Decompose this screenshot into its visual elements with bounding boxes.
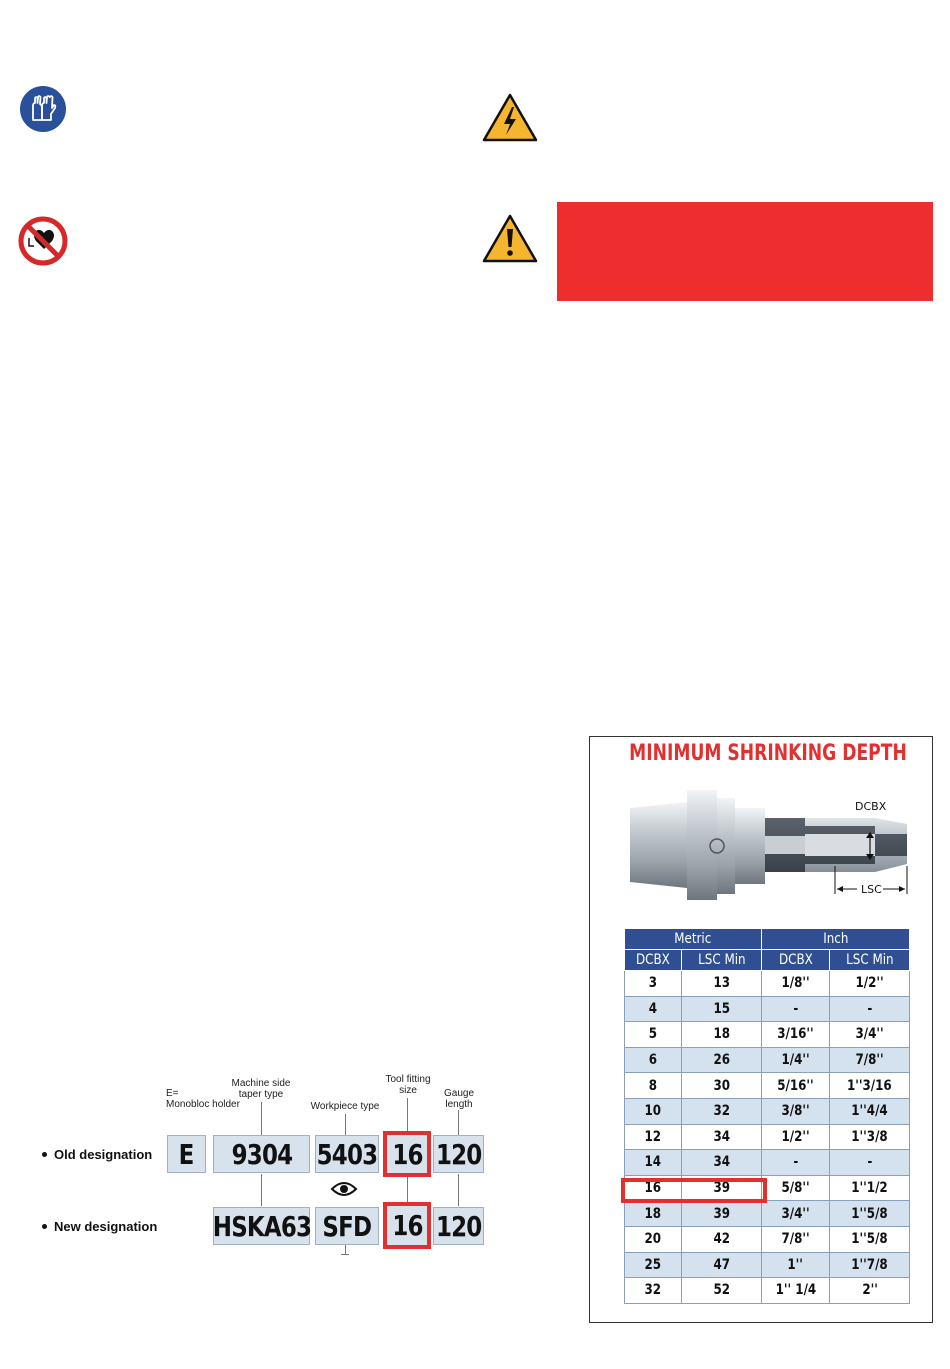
table-row: 10 32 3/8'' 1''4/4 (625, 1098, 910, 1124)
wear-gloves-icon (20, 86, 66, 132)
old-code-box: 120 (433, 1135, 484, 1173)
column-header: DCBX (625, 950, 682, 971)
table-row: 25 47 1'' 1''7/8 (625, 1252, 910, 1278)
old-code-box-highlighted: 16 (385, 1133, 429, 1175)
tool-holder-illustration (625, 786, 915, 901)
column-header: LSC Min (830, 950, 910, 971)
no-pacemaker-icon (18, 216, 68, 266)
column-header: DCBX (761, 950, 829, 971)
warning-banner (557, 202, 933, 301)
old-code-box: 9304 (213, 1135, 310, 1173)
designation-diagram (0, 1070, 560, 1270)
old-designation-label: Old designation (42, 1147, 152, 1162)
highlight-row-outline (621, 1178, 767, 1203)
group-header-inch: Inch (761, 929, 909, 950)
table-row: 6 26 1/4'' 7/8'' (625, 1047, 910, 1073)
table-row: 14 34 - - (625, 1150, 910, 1176)
old-code-box: 5403 (315, 1135, 379, 1173)
label-workpiece: Workpiece type (310, 1101, 380, 1112)
panel-title: MINIMUM SHRINKING DEPTH (629, 741, 907, 766)
table-row: 18 39 3/4'' 1''5/8 (625, 1201, 910, 1227)
old-code-box: E (167, 1135, 206, 1173)
label-machine-side: Machine side taper type (231, 1078, 291, 1100)
label-tool-fitting: Tool fitting size (385, 1074, 431, 1096)
new-code-box: SFD (315, 1207, 379, 1245)
label-e-monobloc: E= Monobloc holder (166, 1088, 240, 1110)
new-code-box: 120 (433, 1207, 484, 1245)
general-warning-icon (482, 214, 538, 264)
table-row: 4 15 - - (625, 996, 910, 1022)
label-gauge: Gauge length (443, 1088, 475, 1110)
table-row: 32 52 1'' 1/4 2'' (625, 1278, 910, 1304)
lsc-label: LSC (861, 883, 882, 896)
table-row: 8 30 5/16'' 1''3/16 (625, 1073, 910, 1099)
new-designation-label: New designation (42, 1219, 157, 1234)
shrinking-depth-table (624, 928, 910, 1304)
new-code-box-highlighted: 16 (385, 1204, 429, 1247)
eye-icon (330, 1180, 358, 1198)
table-row: 12 34 1/2'' 1''3/8 (625, 1124, 910, 1150)
column-header: LSC Min (682, 950, 762, 971)
table-row: 5 18 3/16'' 3/4'' (625, 1022, 910, 1048)
new-code-box: HSKA63 (213, 1207, 310, 1245)
table-row: 3 13 1/8'' 1/2'' (625, 971, 910, 997)
group-header-metric: Metric (625, 929, 762, 950)
dcbx-label: DCBX (855, 800, 887, 813)
electric-hazard-icon (482, 93, 538, 143)
table-row: 20 42 7/8'' 1''5/8 (625, 1226, 910, 1252)
table-row-highlighted: 16 39 5/8'' 1''1/2 (625, 1175, 910, 1201)
